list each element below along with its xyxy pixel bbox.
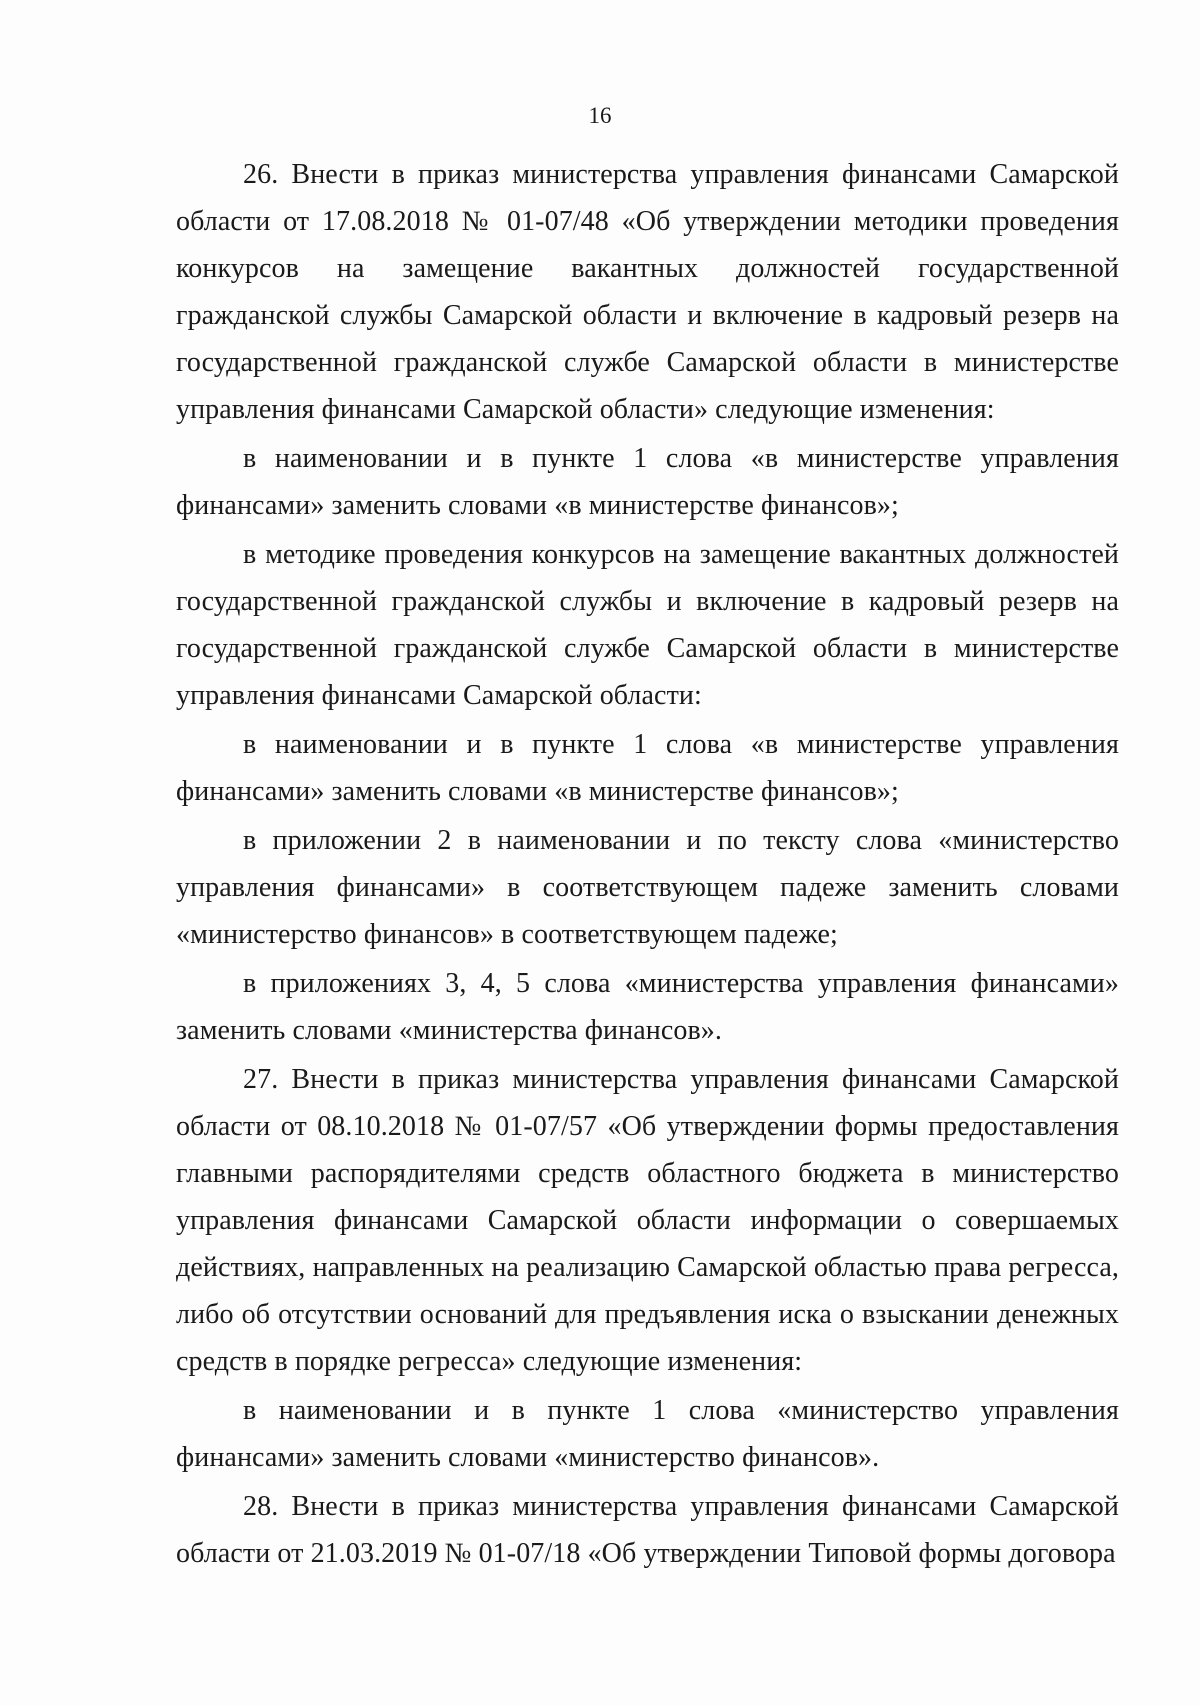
paragraph-subitem: в наименовании и в пункте 1 слова «министерство управления финансами» заменить словами «министерство финансов». bbox=[176, 1395, 1119, 1473]
paragraph-item-27: 27. Внести в приказ министерства управления финансами Самарской области от 08.10.2018 № 01-07/57 «Об утверждении формы предоставления главными распорядителями средств областного бюджета в министерство управления финансами Самарской области информации о совершаемых действиях, направленных на реализацию Самарской областью права регресса, либо об отсутствии оснований для предъявления иска о взыскании денежных средств в порядке регресса» следующие изменения: bbox=[176, 1064, 1119, 1377]
paragraph-subitem: в методике проведения конкурсов на замещение вакантных должностей государственной гражданской службы и включение в кадровый резерв на государственной гражданской службе Самарской области в министерстве управления финансами Самарской области: bbox=[176, 539, 1119, 711]
paragraph-subitem: в приложении 2 в наименовании и по тексту слова «министерство управления финансами» в соответствующем падеже заменить словами «министерство финансов» в соответствующем падеже; bbox=[176, 825, 1119, 950]
paragraph-item-26: 26. Внести в приказ министерства управления финансами Самарской области от 17.08.2018 № 01-07/48 «Об утверждении методики проведения конкурсов на замещение вакантных должностей государственной гражданской службы Самарской области и включение в кадровый резерв на государственной гражданской службе Самарской области в министерстве управления финансами Самарской области» следующие изменения: bbox=[176, 159, 1119, 425]
paragraph-subitem: в приложениях 3, 4, 5 слова «министерства управления финансами» заменить словами «министерства финансов». bbox=[176, 968, 1119, 1046]
document-body bbox=[176, 151, 1119, 1577]
page-number: 16 bbox=[588, 103, 612, 128]
paragraph-item-28: 28. Внести в приказ министерства управления финансами Самарской области от 21.03.2019 № 01-07/18 «Об утверждении Типовой формы договора bbox=[176, 1491, 1119, 1569]
paragraph-subitem: в наименовании и в пункте 1 слова «в министерстве управления финансами» заменить словами «в министерстве финансов»; bbox=[176, 729, 1119, 807]
paragraph-subitem: в наименовании и в пункте 1 слова «в министерстве управления финансами» заменить словами «в министерстве финансов»; bbox=[176, 443, 1119, 521]
